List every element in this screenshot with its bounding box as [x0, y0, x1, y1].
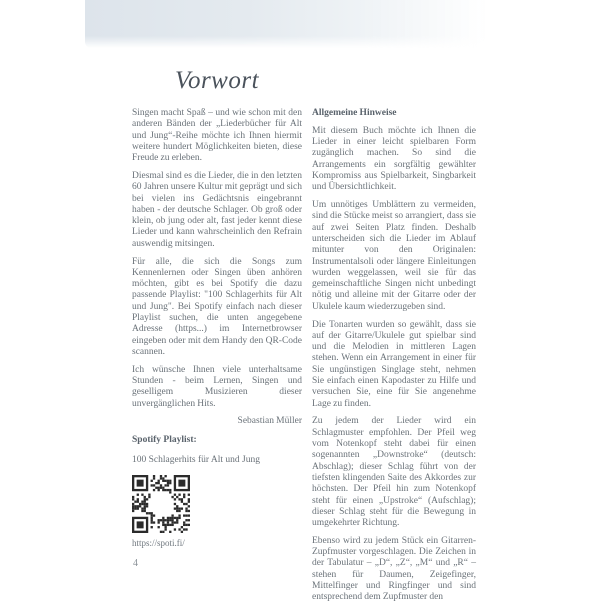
- left-column: [132, 108, 302, 428]
- paragraph: Um unnötiges Umblättern zu vermeiden, sind die Stücke meist so arrangiert, dass sie auf zwei Seiten Platz finden. Deshalb unterscheiden sich die Lieder im Ablauf mitunter von den Originalen: Instrumentalsoli oder längere Einleitungen wurden weggelassen, weil sie für das gemeinschaftliche Singen nicht unbedingt nötig und alleine mit der Gitarre oder der Ukulele kaum wiederzugeben sind.: [312, 200, 476, 312]
- paragraph: Ich wünsche Ihnen viele unterhaltsame Stunden - beim Lernen, Singen und geselligem Musizieren dieser unvergänglichen Hits.: [132, 364, 302, 409]
- paragraph: Mit diesem Buch möchte ich Ihnen die Lieder in einer leicht spielbaren Form zugänglich machen. So sind die Arrangements ein sorgfältig gewählter Kompromiss aus Spielbarkeit, Singbarkeit und Übersichtlichkeit.: [312, 125, 476, 193]
- page-number: 4: [133, 558, 138, 569]
- page-title: Vorwort: [174, 67, 260, 94]
- spotify-playlist-block: [132, 435, 312, 549]
- right-column: [312, 108, 476, 610]
- paragraph: Diesmal sind es die Lieder, die in den letzten 60 Jahren unsere Kultur mit geprägt und sich bei vielen ins Gedächtsnis eingebrannt haben - der deutsche Schlager. Ob groß oder klein, ob jung oder alt, fast jeder kennt diese Lieder und kann wahrscheinlich den Refrain auswendig mitsingen.: [132, 170, 302, 249]
- playlist-label: Spotify Playlist:: [132, 435, 197, 445]
- paragraph: Zu jedem der Lieder wird ein Schlagmuster empfohlen. Der Pfeil weg vom Notenkopf steht dabei für einen sogenannten „Downstroke“ (deutsch: Abschlag); dieser Schlag führt von der tiefsten klingenden Saite des Akkordes zur höchsten. Der Pfeil hin zum Notenkopf steht für einen „Upstroke“ (Aufschlag); dieser Schlag steht für die Bewegung in umgekehrter Richtung.: [312, 416, 476, 529]
- paragraph: Singen macht Spaß – und wie schon mit den anderen Bänden der „Liederbücher für Alt und Jung“-Reihe möchte ich Ihnen hiermit weitere hundert Möglichkeiten bieten, diese Freude zu erleben.: [132, 108, 302, 164]
- qr-url: https://spoti.fi/: [132, 537, 185, 548]
- section-heading: Allgemeine Hinweise: [312, 108, 397, 118]
- page-top-shadow-band: [85, 0, 485, 48]
- author-signature: Sebastian Müller: [237, 416, 302, 427]
- qr-code: [132, 475, 190, 533]
- paragraph: Die Tonarten wurden so gewählt, dass sie auf der Gitarre/Ukulele gut spielbar sind und die Melodien in mittleren Lagen stehen. Wenn ein Arrangement in einer für Sie ungünstigen Singlage steht, nehmen Sie einfach einen Kapodaster zu Hilfe und versuchen Sie, eine für Sie angenehme Lage zu finden.: [312, 319, 476, 409]
- paragraph: Für alle, die sich die Songs zum Kennenlernen oder Singen üben anhören möchten, gibt es bei Spotify die dazu passende Playlist: "100 Schlagerhits für Alt und Jung". Bei Spotify einfach nach dieser Playlist suchen, die unten angegebene Adresse (https...) im Internetbrowser eingeben oder mit dem Handy den QR-Code scannen.: [132, 256, 302, 357]
- playlist-name: 100 Schlagerhits für Alt und Jung: [132, 455, 260, 466]
- paragraph: Ebenso wird zu jedem Stück ein Gitarren-Zupfmuster vorgeschlagen. Die Zeichen in der Tabulatur – „D“, „Z“, „M“ und „R“ – stehen für Daumen, Zeigefinger, Mittelfinger und Ringfinger und sind entsprechend dem Zupfmuster den: [312, 535, 476, 603]
